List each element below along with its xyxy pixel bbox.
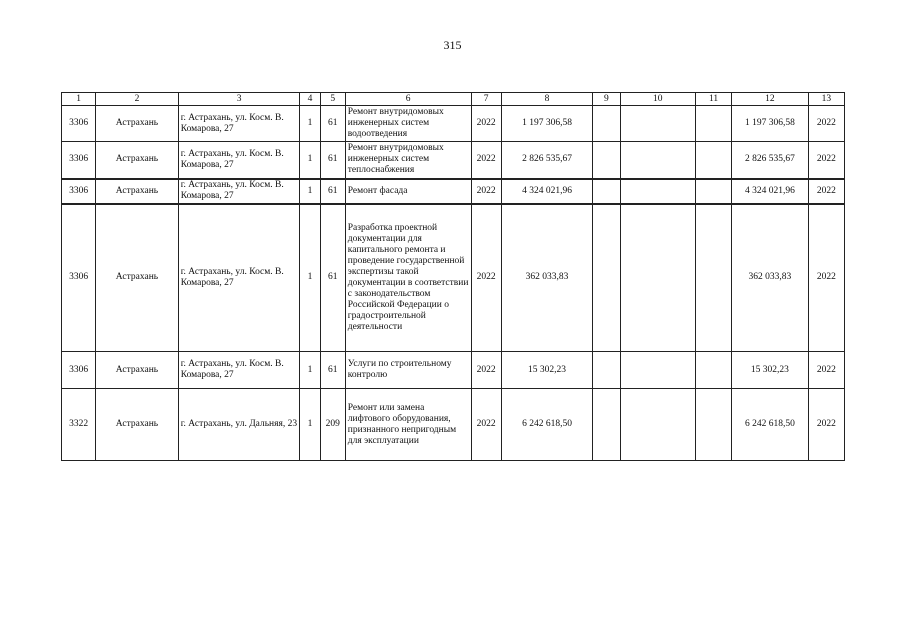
cell-city: Астрахань bbox=[96, 106, 179, 142]
cell-col5: 61 bbox=[320, 204, 345, 352]
header-row bbox=[62, 93, 845, 106]
table-row bbox=[62, 179, 845, 204]
cell-col11 bbox=[695, 106, 731, 142]
cell-col11 bbox=[695, 204, 731, 352]
cell-end-year: 2022 bbox=[808, 179, 844, 204]
page-number: 315 bbox=[443, 38, 462, 52]
cell-col4: 1 bbox=[300, 179, 320, 204]
cell-col9 bbox=[593, 389, 620, 461]
cell-year: 2022 bbox=[471, 179, 501, 204]
cell-col10 bbox=[620, 204, 695, 352]
cell-total: 6 242 618,50 bbox=[732, 389, 808, 461]
cell-col9 bbox=[593, 179, 620, 204]
cell-col10 bbox=[620, 106, 695, 142]
cell-end-year: 2022 bbox=[808, 142, 844, 179]
cell-col9 bbox=[593, 142, 620, 179]
cell-col9 bbox=[593, 106, 620, 142]
cell-work-type: Ремонт или замена лифтового оборудования, признанного непригодным для эксплуатации bbox=[345, 389, 471, 461]
cell-amount: 362 033,83 bbox=[501, 204, 593, 352]
column-header-6: 6 bbox=[345, 93, 471, 106]
column-header-12: 12 bbox=[732, 93, 808, 106]
cell-city: Астрахань bbox=[96, 389, 179, 461]
cell-total: 15 302,23 bbox=[732, 352, 808, 389]
cell-code: 3322 bbox=[62, 389, 96, 461]
column-header-2: 2 bbox=[96, 93, 179, 106]
table-row bbox=[62, 204, 845, 352]
cell-work-type: Ремонт фасада bbox=[345, 179, 471, 204]
cell-code: 3306 bbox=[62, 352, 96, 389]
column-header-10: 10 bbox=[620, 93, 695, 106]
cell-address: г. Астрахань, ул. Косм. В. Комарова, 27 bbox=[178, 142, 300, 179]
cell-total: 4 324 021,96 bbox=[732, 179, 808, 204]
cell-col10 bbox=[620, 179, 695, 204]
cell-year: 2022 bbox=[471, 352, 501, 389]
cell-work-type: Услуги по строительному контролю bbox=[345, 352, 471, 389]
cell-col11 bbox=[695, 142, 731, 179]
column-header-8: 8 bbox=[501, 93, 593, 106]
cell-address: г. Астрахань, ул. Косм. В. Комарова, 27 bbox=[178, 352, 300, 389]
cell-work-type: Ремонт внутридомовых инженерных систем водоотведения bbox=[345, 106, 471, 142]
cell-end-year: 2022 bbox=[808, 106, 844, 142]
cell-total: 1 197 306,58 bbox=[732, 106, 808, 142]
cell-col10 bbox=[620, 389, 695, 461]
table-row bbox=[62, 142, 845, 179]
column-header-4: 4 bbox=[300, 93, 320, 106]
column-header-3: 3 bbox=[178, 93, 300, 106]
cell-end-year: 2022 bbox=[808, 389, 844, 461]
cell-total: 362 033,83 bbox=[732, 204, 808, 352]
cell-code: 3306 bbox=[62, 142, 96, 179]
cell-work-type: Ремонт внутридомовых инженерных систем теплоснабжения bbox=[345, 142, 471, 179]
cell-col10 bbox=[620, 352, 695, 389]
cell-col4: 1 bbox=[300, 204, 320, 352]
cell-col5: 61 bbox=[320, 179, 345, 204]
column-header-9: 9 bbox=[593, 93, 620, 106]
cell-col5: 61 bbox=[320, 352, 345, 389]
cell-code: 3306 bbox=[62, 204, 96, 352]
cell-col11 bbox=[695, 179, 731, 204]
cell-code: 3306 bbox=[62, 106, 96, 142]
column-header-7: 7 bbox=[471, 93, 501, 106]
cell-city: Астрахань bbox=[96, 352, 179, 389]
cell-col9 bbox=[593, 204, 620, 352]
cell-amount: 2 826 535,67 bbox=[501, 142, 593, 179]
cell-col4: 1 bbox=[300, 142, 320, 179]
cell-col11 bbox=[695, 389, 731, 461]
cell-col9 bbox=[593, 352, 620, 389]
capital-repair-table bbox=[61, 92, 845, 461]
cell-col4: 1 bbox=[300, 389, 320, 461]
cell-code: 3306 bbox=[62, 179, 96, 204]
cell-address: г. Астрахань, ул. Косм. В. Комарова, 27 bbox=[178, 179, 300, 204]
cell-year: 2022 bbox=[471, 142, 501, 179]
column-header-1: 1 bbox=[62, 93, 96, 106]
cell-col5: 61 bbox=[320, 106, 345, 142]
cell-year: 2022 bbox=[471, 389, 501, 461]
cell-amount: 1 197 306,58 bbox=[501, 106, 593, 142]
column-header-11: 11 bbox=[695, 93, 731, 106]
table-row bbox=[62, 352, 845, 389]
cell-year: 2022 bbox=[471, 204, 501, 352]
cell-col4: 1 bbox=[300, 106, 320, 142]
cell-work-type: Разработка проектной документации для капитального ремонта и проведение государственной экспертизы такой документации в соответствии с законодательством Российской Федерации о градостроительной деятельности bbox=[345, 204, 471, 352]
column-header-5: 5 bbox=[320, 93, 345, 106]
cell-address: г. Астрахань, ул. Дальняя, 23 bbox=[178, 389, 300, 461]
cell-address: г. Астрахань, ул. Косм. В. Комарова, 27 bbox=[178, 204, 300, 352]
cell-end-year: 2022 bbox=[808, 352, 844, 389]
table-row bbox=[62, 389, 845, 461]
cell-col10 bbox=[620, 142, 695, 179]
cell-total: 2 826 535,67 bbox=[732, 142, 808, 179]
cell-city: Астрахань bbox=[96, 142, 179, 179]
cell-end-year: 2022 bbox=[808, 204, 844, 352]
column-header-13: 13 bbox=[808, 93, 844, 106]
cell-amount: 4 324 021,96 bbox=[501, 179, 593, 204]
cell-address: г. Астрахань, ул. Косм. В. Комарова, 27 bbox=[178, 106, 300, 142]
cell-city: Астрахань bbox=[96, 179, 179, 204]
cell-city: Астрахань bbox=[96, 204, 179, 352]
cell-col4: 1 bbox=[300, 352, 320, 389]
cell-amount: 15 302,23 bbox=[501, 352, 593, 389]
table-row bbox=[62, 106, 845, 142]
cell-col5: 209 bbox=[320, 389, 345, 461]
cell-col11 bbox=[695, 352, 731, 389]
cell-year: 2022 bbox=[471, 106, 501, 142]
cell-amount: 6 242 618,50 bbox=[501, 389, 593, 461]
cell-col5: 61 bbox=[320, 142, 345, 179]
